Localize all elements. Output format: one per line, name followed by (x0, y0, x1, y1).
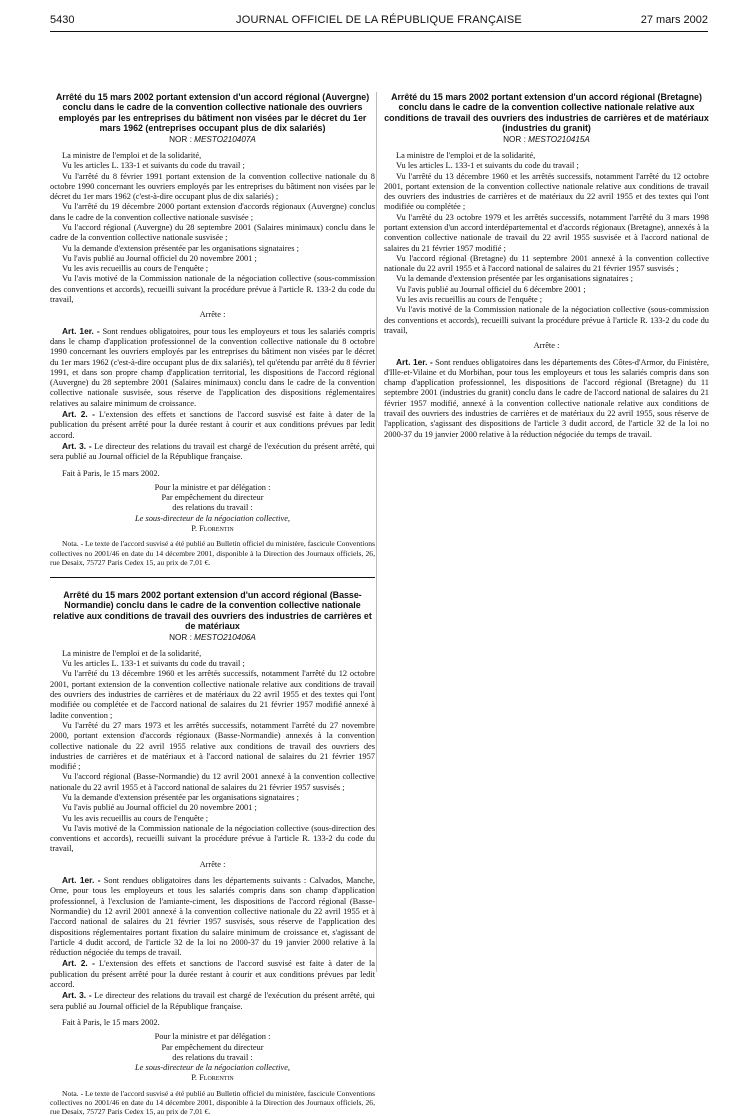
arrete-title: Arrêté du 15 mars 2002 portant extension d'un accord régional (Bretagne) conclu dans le cadre de la convention collective nationale relative aux conditions de travail des ouvriers des industries de carrières et de matériaux (industries du granit) (384, 92, 709, 134)
article-label: Art. 1er. - (62, 875, 101, 886)
article-paragraph (50, 441, 375, 463)
signature-name: P. Florentin (191, 1073, 234, 1083)
arrete-title: Arrêté du 15 mars 2002 portant extension d'un accord régional (Auvergne) conclu dans le cadre de la convention collective nationale des ouvriers employés par les entreprises du bâtiment non visées par le décret du 1er mars 1962 (entreprises occupant plus de dix salariés) (55, 92, 370, 134)
nor-label: NOR : (503, 134, 526, 144)
visa-paragraph: Vu la demande d'extension présentée par les organisations signataires ; (62, 243, 299, 253)
visa-paragraph: Vu la demande d'extension présentée par les organisations signataires ; (396, 274, 633, 284)
visa-paragraph: Vu l'arrêté du 13 décembre 1960 et les arrêtés successifs, notamment l'arrêté du 12 octobre 2001, portant extension de la convention collective nationale relative aux conditions de travail des ouvriers des industries de carrières et de matériaux du 22 avril 1955 et des textes qui l'ont modifiée ou complétée ; (384, 171, 709, 212)
article-label: Art. 3. - (62, 990, 92, 1001)
left-column (50, 92, 376, 1116)
nor-code: MESTO210407A (194, 134, 256, 144)
nor-reference (384, 135, 709, 145)
visa-paragraph: Vu les avis recueillis au cours de l'enquête ; (396, 295, 543, 305)
arrete-title: Arrêté du 15 mars 2002 portant extension d'un accord régional (Basse-Normandie) conclu dans le cadre de la convention collective nationale relative aux conditions de travail des ouvriers des industries de carrières et de matériaux (53, 589, 372, 632)
nor-label: NOR : (169, 632, 192, 642)
article-label: Art. 3. - (62, 440, 92, 451)
arrete-heading: Arrête : (199, 859, 226, 869)
visa-paragraph: Vu l'avis publié au Journal officiel du 20 novembre 2001 ; (62, 253, 257, 263)
article-paragraph (50, 958, 375, 990)
signature-line: Pour la ministre et par délégation : (154, 1032, 271, 1042)
article-paragraph (50, 409, 375, 441)
signature-role: Le sous-directeur de la négociation collective, (134, 1063, 291, 1073)
article-text: L'extension des effets et sanctions de l'accord susvisé est faite à dater de la publication du présent arrêté pour la durée restant à courir et aux conditions prévues par ledit accord. (50, 959, 375, 990)
visa-paragraph: Vu l'arrêté du 19 décembre 2000 portant extension d'accords régionaux (Auvergne) conclus dans le cadre de la convention collective nationale susvisée ; (50, 202, 375, 222)
signing-date: Fait à Paris, le 15 mars 2002. (62, 1017, 160, 1027)
article-text: Le directeur des relations du travail est chargé de l'exécution du présent arrêté, qui sera publié au Journal officiel de la République française. (50, 991, 375, 1011)
nor-reference (50, 135, 375, 145)
article-paragraph (50, 990, 375, 1012)
nor-label: NOR : (169, 134, 192, 144)
visa-paragraph: Vu les articles L. 133-1 et suivants du code du travail ; (62, 161, 245, 171)
signature-name: P. Florentin (191, 524, 234, 534)
page-header (50, 14, 708, 30)
issue-date: 27 mars 2002 (640, 14, 708, 26)
article-text: Le directeur des relations du travail est chargé de l'exécution du présent arrêté, qui sera publié au Journal officiel de la République française. (50, 441, 375, 462)
article-paragraph (384, 357, 709, 440)
visa-paragraph: Vu les avis recueillis au cours de l'enquête ; (62, 264, 209, 274)
visa-paragraph: Vu l'avis motivé de la Commission nationale de la négociation collective (sous-commission des conventions et accords), recueilli suivant la procédure prévue à l'article R. 133-2 du code du travail, (50, 274, 375, 305)
visa-paragraph: Vu l'accord régional (Bretagne) du 11 septembre 2001 annexé à la convention collective nationale du 22 avril 1955 et à l'accord national de salaires du 21 février 1957 susvisés ; (384, 253, 709, 274)
visa-paragraph: Vu l'arrêté du 27 mars 1973 et les arrêtés successifs, notamment l'arrêté du 27 novembre 2000, portant extension d'accords régionaux (Basse-Normandie) annexés à la convention collective nationale du 22 avril 1955 relative aux conditions de travail des ouvriers des industries de carrières et de matériaux et à l'accord national de salaires du 21 février 1957 modifié ; (50, 720, 375, 772)
arrete-heading: Arrête : (199, 310, 226, 320)
arrete-heading: Arrête : (533, 341, 560, 351)
signature-line: des relations du travail : (172, 503, 253, 513)
nota-note: Nota. - Le texte de l'accord susvisé a été publié au Bulletin officiel du ministère, fascicule Conventions collectives no 2001/46 en date du 14 décembre 2001, disponible à la Direction des Journaux officiels, 26, rue Desaix, 75727 Paris Cedex 15, au prix de 7,01 €. (50, 1088, 375, 1116)
journal-title: JOURNAL OFFICIEL DE LA RÉPUBLIQUE FRANÇAISE (236, 14, 522, 26)
article-text: Sont rendues obligatoires dans les départements des Côtes-d'Armor, du Finistère, d'Ille-et-Vilaine et du Morbihan, pour tous les employeurs et tous les salariés compris dans son champ d'application professionnel, les dispositions de l'accord régional (Bretagne) du 11 septembre 2001 (industries du granit) conclu dans le cadre de l'accord national de salaires du 21 février 1957 modifié, annexé à la convention collective nationale relative aux conditions de travail des ouvriers des industries de carrières et de matériaux du 22 avril 1955, sous réserve de l'application, s'agissant des dispositions de l'article 3 dudit accord, de l'article 32 de la loi no 2000-37 du 19 janvier 2000 relative à la réduction négociée du temps de travail. (384, 357, 710, 439)
visa-paragraph: Vu l'avis publié au Journal officiel du 6 décembre 2001 ; (396, 284, 586, 294)
signature-line: Pour la ministre et par délégation : (154, 482, 271, 492)
visa-paragraph: Vu l'accord régional (Basse-Normandie) du 12 avril 2001 annexé à la convention collective nationale du 22 avril 1955 et à l'accord national de salaires du 21 février 1957 susvisés ; (50, 772, 375, 792)
article-paragraph (50, 875, 375, 958)
visa-paragraph: La ministre de l'emploi et de la solidarité, (62, 150, 202, 160)
visa-paragraph: Vu l'arrêté du 23 octobre 1979 et les arrêtés successifs, notamment l'arrêté du 3 mars 1998 portant extension d'un accord interdépartemental et d'accords régionaux (Bretagne), annexés à la convention collective nationale de travail du 22 avril 1955 susvisée et à l'accord national de salaires du 21 février 1957 modifié ; (384, 212, 709, 253)
article-text: Sont rendues obligatoires dans les départements suivants : Calvados, Manche, Orne, pour tous les employeurs et tous les salariés compris dans son champ d'application professionnel, à l'exclusion de l'amiante-ciment, les dispositions de l'accord régional (Basse-Normandie) du 12 avril 2001 annexé à la convention collective nationale du 22 avril 1955 et à l'accord national de salaires du 21 février 1957 susvisés, sous réserve de l'application des dispositions réglementaires portant fixation du salaire minimum de croissance et, s'agissant de l'article 4 dudit accord, de l'article 32 de la loi no 2000-37 du 19 janvier 2000 relative à la réduction négociée du temps de travail. (50, 876, 376, 958)
article-label: Art. 2. - (62, 958, 95, 969)
visa-paragraph: Vu l'accord régional (Auvergne) du 28 septembre 2001 (Salaires minimaux) conclu dans le cadre de la convention collective nationale susvisée ; (50, 223, 375, 243)
visa-paragraph: La ministre de l'emploi et de la solidarité, (396, 150, 536, 160)
nor-code: MESTO210415A (528, 134, 590, 144)
visa-paragraph: La ministre de l'emploi et de la solidarité, (62, 648, 202, 658)
column-separator (376, 92, 377, 972)
page-number: 5430 (50, 14, 75, 26)
article-paragraph (50, 326, 375, 409)
article-text: L'extension des effets et sanctions de l'accord susvisé est faite à dater de la publication du présent arrêté pour la durée restant à courir et aux conditions prévues par ledit accord. (50, 410, 375, 440)
signature-role: Le sous-directeur de la négociation collective, (134, 513, 291, 523)
signature-line: Par empêchement du directeur (161, 493, 264, 503)
visa-paragraph: Vu les articles L. 133-1 et suivants du code du travail ; (62, 659, 245, 669)
nor-reference (50, 633, 375, 643)
visa-paragraph: Vu les articles L. 133-1 et suivants du code du travail ; (396, 161, 579, 171)
header-rule (50, 31, 708, 32)
article-text: Sont rendues obligatoires, pour tous les employeurs et tous les salariés compris dans le champ d'application professionnel de la convention collective nationale du 8 octobre 1990 concernant les ouvriers employés par les entreprises du bâtiment non visées par le décret du 1er mars 1962 (c'est-à-dire occupant plus de dix salariés), tel qu'étendu par arrêté du 8 février 1991, et dans son propre champ d'application territorial, les dispositions de l'accord régional (Auvergne) du 28 septembre 2001 (Salaires minimaux) conclu dans le cadre de la convention collective nationale susvisée, sous réserve de l'application des dispositions réglementaires relatives au salaire minimum de croissance. (50, 326, 376, 408)
signature-line: des relations du travail : (172, 1052, 253, 1062)
article-label: Art. 1er. - (62, 325, 100, 336)
nota-note: Nota. - Le texte de l'accord susvisé a été publié au Bulletin officiel du ministère, fascicule Conventions collectives no 2001/46 en date du 14 décembre 2001, disponible à la Direction des Journaux officiels, 26, rue Desaix, 75727 Paris Cedex 15, au prix de 7,01 €. (50, 539, 375, 567)
article-end-rule (50, 577, 375, 578)
visa-paragraph: Vu l'avis motivé de la Commission nationale de la négociation collective (sous-direction des conventions et accords), recueilli suivant la procédure prévue à l'article R. 133-2 du code du travail, (50, 823, 375, 854)
visa-paragraph: Vu l'avis motivé de la Commission nationale de la négociation collective (sous-commission des conventions et accords), recueilli suivant la procédure prévue à l'article R. 133-2 du code du travail, (384, 305, 709, 335)
nor-code: MESTO210406A (194, 632, 256, 642)
article-label: Art. 2. - (62, 409, 95, 420)
signature-line: Par empêchement du directeur (161, 1042, 264, 1052)
article-label: Art. 1er. - (396, 356, 433, 367)
visa-paragraph: Vu l'avis publié au Journal officiel du 20 novembre 2001 ; (62, 803, 257, 813)
right-column (384, 92, 709, 982)
visa-paragraph: Vu la demande d'extension présentée par les organisations signataires ; (62, 793, 299, 802)
visa-paragraph: Vu l'arrêté du 13 décembre 1960 et les arrêtés successifs, notamment l'arrêté du 12 octobre 2001, portant extension de la convention collective nationale relative aux conditions de travail des ouvriers des industries de carrières et de matériaux du 22 avril 1955 et des textes qui l'ont modifiée ou complétée et de l'accord national de salaires du 21 février 1957 modifié annexé à ladite convention ; (50, 669, 375, 720)
signing-date: Fait à Paris, le 15 mars 2002. (62, 468, 160, 478)
visa-paragraph: Vu les avis recueillis au cours de l'enquête ; (62, 813, 209, 823)
visa-paragraph: Vu l'arrêté du 8 février 1991 portant extension de la convention collective nationale du 8 octobre 1990 concernant les ouvriers employés par les entreprises du bâtiment non visées par le décret du 1er mars 1962 (c'est-à-dire occupant plus de dix salariés) ; (50, 171, 375, 202)
